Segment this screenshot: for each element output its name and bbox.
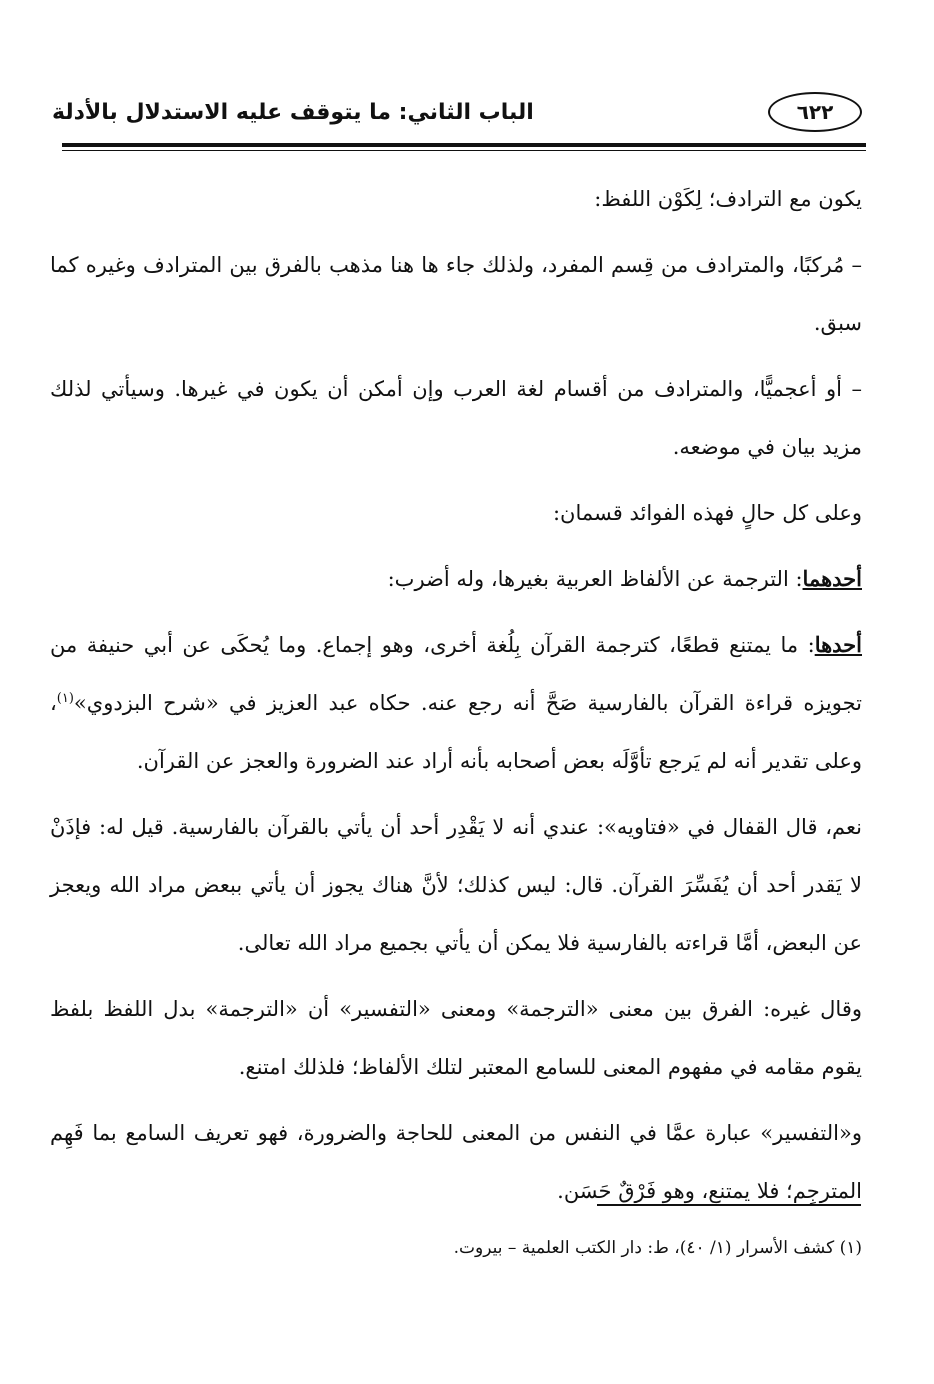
page-header: [52, 92, 862, 142]
header-rule-thick: [62, 143, 866, 147]
footnote-reference[interactable]: (١): [56, 691, 74, 706]
paragraph-3: – أو أعجميًّا، والمترادف من أقسام لغة العرب وإن أمكن أن يكون في غيرها. وسيأتي لذلك مزيد بيان في موضعه.: [50, 377, 862, 459]
paragraph-8: وقال غيره: الفرق بين معنى «الترجمة» ومعنى «التفسير» أن «الترجمة» بدل اللفظ بلفظ يقوم مقامه في مفهوم المعنى للسامع المعتبر لتلك الألفاظ؛ فلذلك امتنع.: [50, 997, 862, 1079]
paragraph-6-rest: : ما يمتنع قطعًا، كترجمة القرآن بِلُغة أخرى، وهو إجماع. وما يُحكَى عن أبي حنيفة من تجويزه قراءة القرآن بالفارسية صَحَّ أنه رجع عنه. حكاه عبد العزيز في «شرح البزدوي»: [50, 633, 862, 715]
paragraph-6: [50, 616, 862, 790]
footnote: (١) كشف الأسرار (١/ ٤٠)، ط: دار الكتب العلمية – بيروت.: [453, 1238, 862, 1258]
paragraph-9: و«التفسير» عبارة عمَّا في النفس من المعنى للحاجة والضرورة، فهو تعريف السامع بما فَهِم المترجِم؛ فلا يمتنع، وهو فَرْقٌ حَسَن.: [50, 1121, 862, 1203]
paragraph-6-lead: أحدها: [814, 632, 862, 657]
paragraph-1: يكون مع الترادف؛ لِكَوْن اللفظ:: [594, 187, 862, 211]
page-number-badge: ٦٢٢: [768, 92, 862, 132]
paragraph-2: – مُركبًا، والمترادف من قِسم المفرد، ولذلك جاء ها هنا مذهب بالفرق بين المترادف وغيره كما سبق.: [50, 253, 862, 335]
paragraph-4: وعلى كل حالٍ فهذه الفوائد قسمان:: [552, 501, 862, 525]
main-text: [50, 170, 862, 1220]
paragraph-7: نعم، قال القفال في «فتاويه»: عندي أنه لا يَقْدِر أحد أن يأتي بالقرآن بالفارسية. قيل له: فإذَنْ لا يَقدر أحد أن يُفَسِّرَ القرآن. قال: ليس كذلك؛ لأنَّ هناك يجوز أن يأتي ببعض مراد الله ويعجز عن البعض، أمَّا قراءته بالفارسية فلا يمكن أن يأتي بجميع مراد الله تعالى.: [50, 815, 862, 955]
paragraph-5: [50, 550, 862, 608]
paragraph-5-rest: : الترجمة عن الألفاظ العربية بغيرها، وله أضرب:: [387, 567, 803, 591]
paragraph-6-tail: ، وعلى تقدير أنه لم يَرجع تأوَّلَه بعض أصحابه بأنه أراد عند الضرورة والعجز عن القرآن.: [50, 691, 862, 773]
paragraph-5-lead: أحدهما: [802, 566, 862, 591]
running-title: الباب الثاني: ما يتوقف عليه الاستدلال بالأدلة: [52, 100, 534, 125]
footnote-separator: [597, 1204, 861, 1206]
header-rule-thin: [62, 150, 866, 151]
